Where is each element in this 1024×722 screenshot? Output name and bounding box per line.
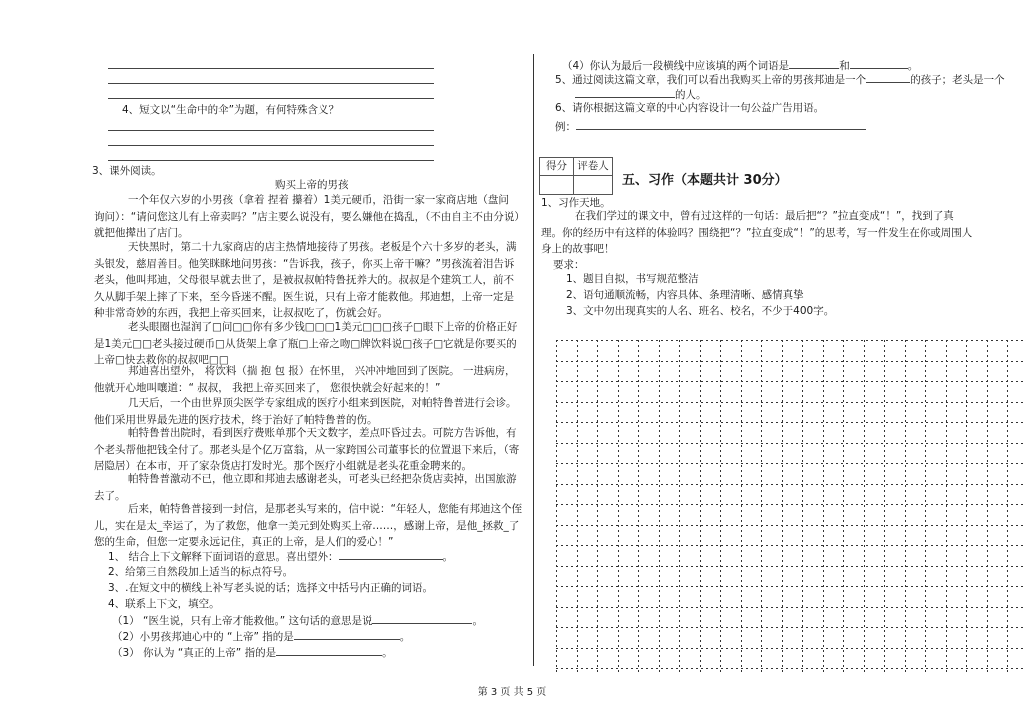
section-3-heading: 3、课外阅读。 bbox=[92, 165, 162, 177]
period: 。 bbox=[442, 551, 454, 563]
story-paragraph: 一个年仅六岁的小男孩（拿着 捏着 攥着）1美元硬币，沿街一家一家商店地（盘问 询问）：“请问您这儿有上帝卖吗？”店主要么说没有，要么嫌他在捣乱，（不由自主不由分说）就把他撵出了店门。 bbox=[94, 194, 520, 239]
answer-blank[interactable] bbox=[850, 58, 908, 69]
question-4-3-text: （3） 你认为 “真正的上帝” 指的是 bbox=[112, 647, 277, 659]
answer-blank[interactable] bbox=[789, 58, 839, 69]
answer-blank[interactable] bbox=[372, 613, 472, 624]
story-paragraph: 老头眼圈也湿润了□问□□你有多少钱□□□1美元□□□孩子□眼下上帝的价格正好是1美元□□老头接过硬币□从货架上拿了瓶□上帝之吻□牌饮料说□孩子□它就是你要买的上帝□快去救你的叔叔吧□□ bbox=[94, 321, 518, 366]
example-label: 例： bbox=[555, 121, 576, 133]
question-4: 4、联系上下文，填空。 bbox=[108, 598, 220, 610]
period: 。 bbox=[907, 60, 919, 72]
question-1-text: 1、 结合上下文解释下面词语的意思。喜出望外： bbox=[108, 551, 339, 563]
answer-line bbox=[108, 68, 434, 69]
question-1 bbox=[108, 549, 453, 564]
requirement-3: 3、文中勿出现真实的人名、班名、校名，不少于400字。 bbox=[566, 305, 835, 317]
question-5-text: 5、通过阅读这篇文章，我们可以看出我购买上帝的男孩邦迪是一个 bbox=[555, 74, 867, 86]
question-4-2 bbox=[112, 629, 410, 644]
page-footer: 第 3 页 共 5 页 bbox=[477, 687, 547, 698]
story-paragraph: 帕特鲁普激动不已，他立即和邦迪去感谢老头，可老头已经把杂货店卖掉，出国旅游去了。 bbox=[94, 473, 517, 502]
story-paragraph: 帕特鲁普出院时，看到医疗费账单那个天文数字，差点吓昏过去。可院方告诉他，有个老头帮他把钱全付了。那老头是个亿万富翁，从一家跨国公司董事长的位置退下来后，（寄居隐居）在本市，开了家杂货店打发时光。那个医疗小组就是老头花重金聘来的。 bbox=[94, 427, 520, 472]
column-divider bbox=[533, 54, 534, 666]
answer-line bbox=[108, 145, 434, 146]
question-6: 6、请你根据这篇文章的中心内容设计一句公益广告用语。 bbox=[555, 102, 825, 114]
question-4-meaning: 4、短文以“生命中的伞”为题，有何特殊含义？ bbox=[122, 104, 340, 116]
story-paragraph: 几天后，一个由世界顶尖医学专家组成的医疗小组来到医院，对帕特鲁普进行会诊。他们采用世界最先进的医疗技术，终于治好了帕特鲁普的伤。 bbox=[94, 397, 517, 426]
question-5 bbox=[555, 72, 1005, 87]
question-4-1-text: （1） “医生说，只有上帝才能救他。” 这句话的意思是说 bbox=[112, 615, 373, 627]
period: 。 bbox=[399, 631, 411, 643]
question-5-cont bbox=[541, 87, 707, 102]
answer-line bbox=[108, 160, 434, 161]
answer-blank[interactable] bbox=[576, 119, 866, 130]
story-paragraph: 后来，帕特鲁普接到一封信，是那老头写来的，信中说：“年轻人，您能有邦迪这个侄儿，实在是太_幸运了，为了救您，他拿一美元到处购买上帝……，感谢上帝，是他_拯救_了您的生命，但您一定要永远记住，真正的上帝，是人们的爱心！” bbox=[94, 503, 522, 548]
question-5-text-3: 的人。 bbox=[675, 89, 707, 101]
writing-grid bbox=[556, 340, 1024, 672]
answer-blank[interactable] bbox=[339, 549, 443, 560]
answer-line bbox=[108, 83, 434, 84]
essay-prompt: 在我们学过的课文中，曾有过这样的一句话：最后把“？”拉直变成“！”，找到了真理。你的经历中有这样的体验吗？围绕把“？”拉直变成“！”的思考，写一件发生在你或周围人身上的故事吧！ bbox=[541, 210, 973, 255]
question-2: 2、给第三自然段加上适当的标点符号。 bbox=[108, 566, 294, 578]
section-5-heading: 五、习作（本题共计 30分） bbox=[622, 173, 788, 188]
question-4-4-text: （4）你认为最后一段横线中应该填的两个词语是 bbox=[562, 60, 790, 72]
score-box bbox=[539, 157, 613, 195]
period: 。 bbox=[472, 615, 483, 627]
requirement-2: 2、语句通顺流畅，内容具体、条理清晰、感情真挚 bbox=[566, 289, 804, 301]
question-4-3 bbox=[112, 645, 393, 660]
requirements-title: 要求： bbox=[553, 259, 585, 271]
question-3: 3、.在短文中的横线上补写老头说的话；选择文中括号内正确的词语。 bbox=[108, 582, 434, 594]
essay-intro: 1、习作天地。 bbox=[541, 197, 611, 209]
question-4-4 bbox=[562, 58, 918, 73]
score-label: 得分 bbox=[540, 158, 574, 176]
answer-blank[interactable] bbox=[276, 645, 382, 656]
answer-line bbox=[108, 98, 434, 99]
story-paragraph: 邦迪喜出望外， 将饮料（揣 抱 包 报）在怀里， 兴冲冲地回到了医院。 一进病房，他就开心地叫嚷道：“ 叔叔， 我把上帝买回来了， 您很快就会好起来的！” bbox=[94, 365, 516, 394]
requirement-1: 1、题目自拟，书写规范整洁 bbox=[566, 273, 699, 285]
question-4-1 bbox=[112, 613, 483, 628]
story-paragraph: 天快黑时，第二十九家商店的店主热情地接待了男孩。老板是个六十多岁的老头，满头银发，慈眉善目。他笑眯眯地问男孩：“告诉我，孩子，你买上帝干嘛？”男孩流着泪告诉老头，他叫邦迪，父母很早就去世了，是被叔叔帕特鲁抚养大的。叔叔是个建筑工人，前不久从脚手架上摔了下来，至今昏迷不醒。医生说，只有上帝才能救他。邦迪想，上帝一定是种非常奇妙的东西，我把上帝买回来，让叔叔吃了，伤就会好。 bbox=[94, 241, 517, 319]
answer-line bbox=[108, 130, 434, 131]
question-5-text-2: 的孩子；老头是一个 bbox=[910, 74, 1005, 86]
story-title: 购买上帝的男孩 bbox=[275, 179, 349, 191]
question-4-2-text: （2）小男孩邦迪心中的 “上帝” 指的是 bbox=[112, 631, 294, 643]
answer-blank[interactable] bbox=[575, 87, 675, 98]
answer-blank[interactable] bbox=[294, 629, 400, 640]
answer-blank[interactable] bbox=[866, 72, 910, 83]
period: 。 bbox=[382, 647, 393, 659]
and-word: 和 bbox=[839, 60, 850, 72]
example-line bbox=[555, 119, 866, 134]
score-box-divider bbox=[573, 175, 574, 194]
grader-label: 评卷人 bbox=[574, 158, 612, 176]
